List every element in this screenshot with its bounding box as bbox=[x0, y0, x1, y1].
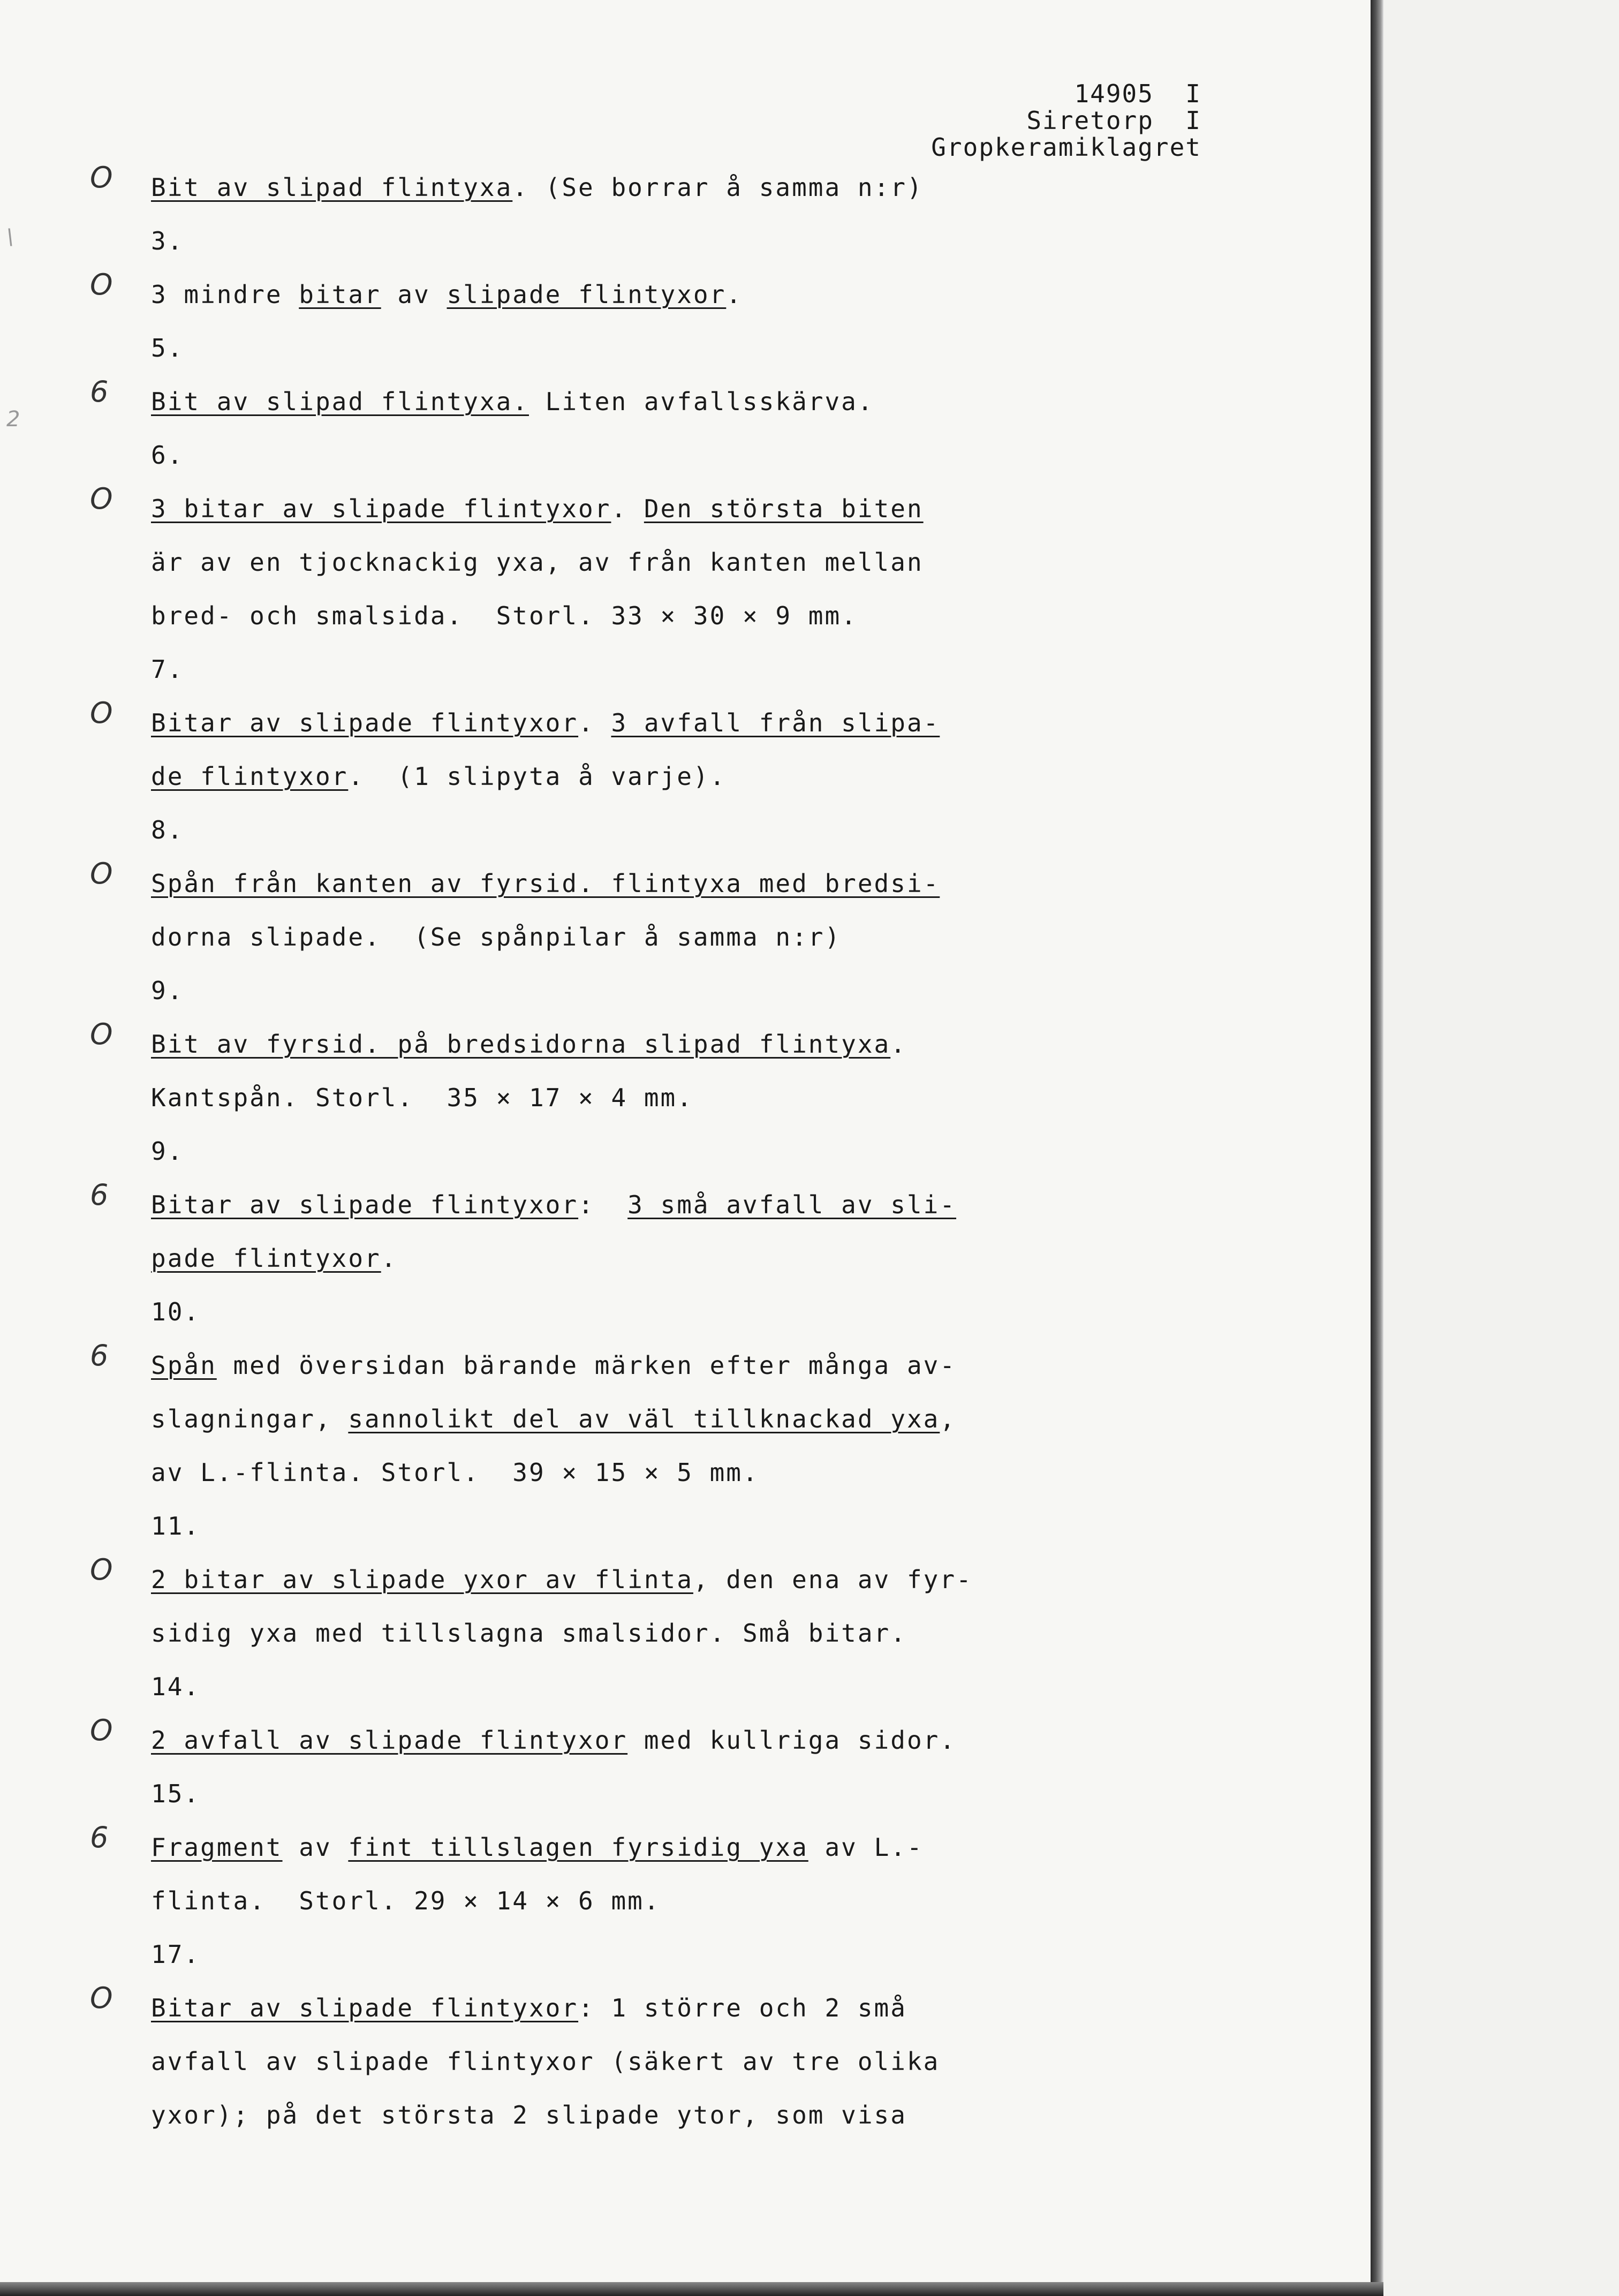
underlined-text: 3 bitar av slipade flintyxor bbox=[151, 494, 611, 523]
margin-pencil-mark: 2 bbox=[6, 407, 20, 432]
plain-text: 5. bbox=[151, 334, 184, 362]
text-line bbox=[151, 333, 184, 363]
plain-text: av bbox=[282, 1833, 349, 1862]
text-line bbox=[151, 1565, 973, 1595]
plain-text: slagningar, bbox=[151, 1404, 349, 1433]
plain-text: . (1 slipyta å varje). bbox=[348, 762, 727, 791]
underlined-text: Den största biten bbox=[644, 494, 924, 523]
handwritten-circle-mark: O bbox=[90, 696, 113, 730]
text-line bbox=[151, 1404, 956, 1434]
underlined-text: Bitar av slipade flintyxor bbox=[151, 1190, 579, 1219]
text-line bbox=[151, 1297, 200, 1327]
plain-text: sidig yxa med tillslagna smalsidor. Små bitar. bbox=[151, 1619, 907, 1648]
underlined-text: de flintyxor bbox=[151, 762, 349, 791]
underlined-text: 2 avfall av slipade flintyxor bbox=[151, 1726, 628, 1755]
underlined-text: bitar bbox=[299, 280, 381, 309]
plain-text: Liten avfallsskärva. bbox=[528, 387, 874, 416]
text-line bbox=[151, 1511, 200, 1541]
underlined-text: Bitar av slipade flintyxor bbox=[151, 708, 579, 737]
handwritten-circle-mark: 6 bbox=[90, 375, 109, 409]
plain-text: 9. bbox=[151, 976, 184, 1005]
plain-text: . bbox=[726, 280, 743, 309]
handwritten-circle-mark: O bbox=[90, 857, 113, 890]
text-line bbox=[151, 2100, 907, 2130]
plain-text: dorna slipade. (Se spånpilar å samma n:r) bbox=[151, 923, 842, 951]
plain-text: 6. bbox=[151, 441, 184, 470]
text-line bbox=[151, 280, 743, 309]
underlined-text: Spån bbox=[151, 1351, 217, 1380]
underlined-text: Spån från kanten av fyrsid. flintyxa med bredsi- bbox=[151, 869, 940, 898]
text-line bbox=[151, 815, 184, 845]
text-line bbox=[151, 2046, 940, 2076]
text-line bbox=[151, 601, 858, 631]
text-line bbox=[151, 1618, 907, 1648]
text-line bbox=[151, 494, 924, 524]
plain-text: med översidan bärande märken efter många av- bbox=[216, 1351, 957, 1380]
text-line bbox=[151, 708, 940, 738]
plain-text: : bbox=[578, 1190, 628, 1219]
plain-text: Kantspån. Storl. 35 × 17 × 4 mm. bbox=[151, 1083, 693, 1112]
plain-text: yxor); på det största 2 slipade ytor, som visa bbox=[151, 2101, 907, 2129]
text-line bbox=[151, 1672, 200, 1702]
text-line bbox=[151, 1939, 200, 1969]
text-line bbox=[151, 1725, 956, 1755]
underlined-text: slipade flintyxor bbox=[447, 280, 727, 309]
handwritten-circle-mark: 6 bbox=[90, 1178, 109, 1212]
plain-text: : 1 större och 2 små bbox=[578, 1993, 907, 2022]
header-layer: Gropkeramiklagret bbox=[931, 133, 1201, 162]
header-catalog-number: 14905 I bbox=[1074, 79, 1201, 108]
text-line bbox=[151, 440, 184, 470]
text-line bbox=[151, 1190, 956, 1220]
text-line bbox=[151, 1993, 907, 2023]
plain-text: med kullriga sidor. bbox=[627, 1726, 957, 1755]
handwritten-circle-mark: O bbox=[90, 1553, 113, 1587]
handwritten-circle-mark: 6 bbox=[90, 1821, 109, 1854]
plain-text: bred- och smalsida. Storl. 33 × 30 × 9 mm. bbox=[151, 601, 858, 630]
page-bottom-edge bbox=[0, 2282, 1383, 2296]
underlined-text: fint tillslagen fyrsidig yxa bbox=[348, 1833, 808, 1862]
text-line bbox=[151, 172, 924, 202]
plain-text: . bbox=[381, 1244, 398, 1273]
plain-text: är av en tjocknackig yxa, av från kanten mellan bbox=[151, 548, 924, 577]
plain-text: av L.- bbox=[808, 1833, 924, 1862]
text-line bbox=[151, 922, 841, 952]
text-line bbox=[151, 1779, 200, 1809]
plain-text: . bbox=[611, 494, 644, 523]
text-line bbox=[151, 1457, 759, 1487]
underlined-text: 3 avfall från slipa- bbox=[611, 708, 940, 737]
margin-pencil-mark: \ bbox=[6, 225, 14, 250]
plain-text: 3. bbox=[151, 226, 184, 255]
text-line bbox=[151, 1136, 184, 1166]
underlined-text: Bit av fyrsid. på bredsidorna slipad flintyxa bbox=[151, 1030, 891, 1059]
plain-text: , bbox=[940, 1404, 957, 1433]
handwritten-circle-mark: O bbox=[90, 1017, 113, 1051]
page-edge-shadow bbox=[1371, 0, 1383, 2296]
text-line bbox=[151, 226, 184, 256]
underlined-text: 2 bitar av slipade yxor av flinta bbox=[151, 1565, 693, 1594]
plain-text: 17. bbox=[151, 1940, 201, 1969]
document-header bbox=[931, 80, 1201, 161]
text-line bbox=[151, 868, 940, 898]
header-site: Siretorp I bbox=[1026, 106, 1201, 135]
plain-text: avfall av slipade flintyxor (säkert av tre olika bbox=[151, 2047, 940, 2076]
underlined-text: 3 små avfall av sli- bbox=[627, 1190, 957, 1219]
text-line bbox=[151, 1832, 924, 1862]
handwritten-circle-mark: O bbox=[90, 1713, 113, 1747]
text-line bbox=[151, 761, 726, 791]
text-line bbox=[151, 387, 874, 417]
plain-text: . bbox=[890, 1030, 907, 1059]
plain-text: 10. bbox=[151, 1297, 201, 1326]
plain-text: av L.-flinta. Storl. 39 × 15 × 5 mm. bbox=[151, 1458, 759, 1487]
text-line bbox=[151, 547, 924, 577]
handwritten-circle-mark: O bbox=[90, 161, 113, 194]
plain-text: 14. bbox=[151, 1672, 201, 1701]
text-line bbox=[151, 1243, 397, 1273]
underlined-text: Bit av slipad flintyxa bbox=[151, 173, 513, 202]
text-line bbox=[151, 1083, 693, 1113]
text-line bbox=[151, 1029, 907, 1059]
plain-text: av bbox=[381, 280, 447, 309]
plain-text: flinta. Storl. 29 × 14 × 6 mm. bbox=[151, 1886, 661, 1915]
plain-text: . (Se borrar å samma n:r) bbox=[512, 173, 924, 202]
underlined-text: Bit av slipad flintyxa. bbox=[151, 387, 529, 416]
underlined-text: Bitar av slipade flintyxor bbox=[151, 1993, 579, 2022]
text-line bbox=[151, 1350, 956, 1380]
plain-text: 11. bbox=[151, 1512, 201, 1540]
handwritten-circle-mark: O bbox=[90, 482, 113, 516]
underlined-text: sannolikt del av väl tillknackad yxa bbox=[348, 1404, 940, 1433]
plain-text: 3 mindre bbox=[151, 280, 299, 309]
plain-text: . bbox=[578, 708, 611, 737]
text-line bbox=[151, 1886, 661, 1916]
handwritten-circle-mark: 6 bbox=[90, 1339, 109, 1372]
plain-text: 15. bbox=[151, 1779, 201, 1808]
underlined-text: pade flintyxor bbox=[151, 1244, 381, 1273]
plain-text: 7. bbox=[151, 655, 184, 684]
text-line bbox=[151, 654, 184, 684]
underlined-text: Fragment bbox=[151, 1833, 283, 1862]
text-line bbox=[151, 976, 184, 1006]
handwritten-circle-mark: O bbox=[90, 1981, 113, 2015]
plain-text: , den ena av fyr- bbox=[693, 1565, 973, 1594]
plain-text: 8. bbox=[151, 815, 184, 844]
handwritten-circle-mark: O bbox=[90, 268, 113, 301]
plain-text: 9. bbox=[151, 1137, 184, 1166]
